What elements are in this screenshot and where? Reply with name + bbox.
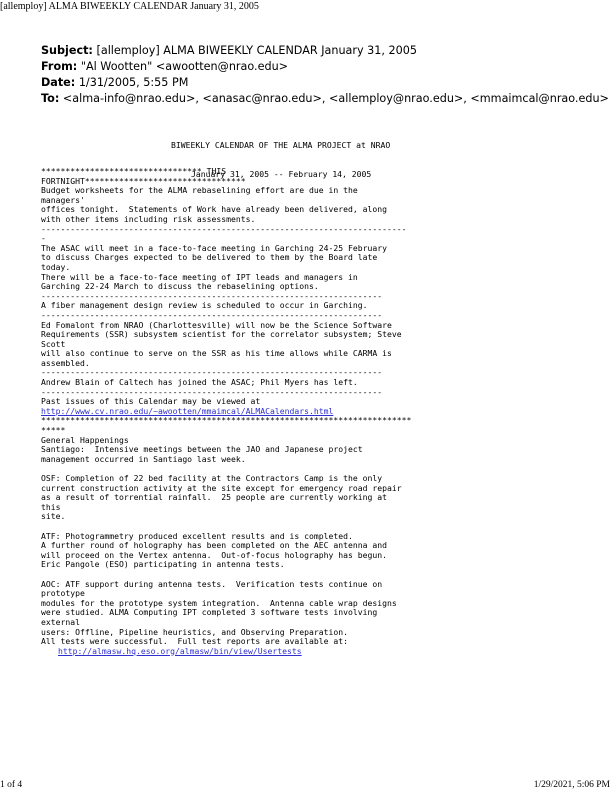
date-label: Date: (41, 76, 76, 89)
body-line: offices tonight. Statements of Work have already been delivered, along (41, 204, 387, 215)
page-number: 1 of 4 (0, 780, 23, 790)
body-line: to discuss Charges expected to be delivered to them by the Board late (41, 252, 378, 263)
body-line: Andrew Blain of Caltech has joined the ASAC; Phil Myers has left. (41, 377, 358, 388)
body-line: this (41, 501, 61, 512)
body-line: ***** (41, 425, 66, 436)
calendar-title-line: BIWEEKLY CALENDAR OF THE ALMA PROJECT at NRAO (171, 140, 391, 151)
body-line: site. (41, 511, 66, 522)
to-line (41, 91, 609, 107)
body-line: Budget worksheets for the ALMA rebaselining effort are due in the (41, 185, 358, 196)
usertests-link[interactable]: http://almasw.hq.eso.org/almasw/bin/view/Usertests (58, 645, 302, 656)
body-line: were studied. ALMA Computing IPT completed 3 software tests involving (41, 607, 378, 618)
body-line: Scott (41, 338, 66, 349)
body-line: A fiber management design review is scheduled to occur in Garching. (41, 300, 368, 311)
body-line: The ASAC will meet in a face-to-face meeting in Garching 24-25 February (41, 242, 387, 253)
calendars-link[interactable]: http://www.cv.nrao.edu/~awootten/mmaimcal/ALMACalendars.html (41, 405, 334, 416)
body-line: Past issues of this Calendar may be viewed at (41, 396, 261, 407)
body-line: Eric Pangole (ESO) participating in antenna tests. (41, 559, 285, 570)
body-line: ---------------------------------------------------------------------- (41, 386, 383, 397)
body-line: OSF: Completion of 22 bed facility at the Contractors Camp is the only (41, 473, 383, 483)
body-line: ********************************* THIS (41, 166, 227, 176)
body-line: Ed Fomalont from NRAO (Charlottesville) will now be the Science Software (41, 319, 392, 330)
body-line: ---------------------------------------------------------------------- (41, 367, 383, 378)
from-value: "Al Wootten" <awootten@nrao.edu> (80, 60, 289, 73)
from-label: From: (41, 60, 78, 73)
body-line: will proceed on the Vertex antenna. Out-of-focus holography has begun. (41, 549, 387, 560)
to-value: <alma-info@nrao.edu>, <anasac@nrao.edu>, <allemploy@nrao.edu>, <mmaimcal@nrao.edu> (62, 92, 609, 105)
body-line: modules for the prototype system integration. Antenna cable wrap designs (41, 597, 397, 608)
body-line: All tests were successful. Full test reports are available at: (41, 636, 348, 647)
body-line: Requirements (SSR) subsystem scientist for the correlator subsystem; Steve (41, 329, 402, 340)
body-line: A further round of holography has been completed on the AEC antenna and (41, 540, 387, 551)
print-timestamp: 1/29/2021, 5:06 PM (533, 780, 610, 790)
body-line: - (41, 233, 46, 244)
subject-line (41, 43, 609, 59)
body-line: AOC: ATF support during antenna tests. Verification tests continue on (41, 578, 383, 589)
link-line (41, 647, 411, 657)
from-line (41, 59, 609, 75)
subject-label: Subject: (41, 44, 93, 57)
message-body (41, 167, 411, 656)
body-line: ATF: Photogrammetry produced excellent results and is completed. (41, 530, 353, 541)
body-line: FORTNIGHT********************************* (41, 175, 246, 186)
page-title: [allemploy] ALMA BIWEEKLY CALENDAR January 31, 2005 (0, 1, 259, 12)
body-line: ---------------------------------------------------------------------- (41, 290, 383, 301)
body-line: with other items including risk assessments. (41, 213, 256, 224)
body-line: today. (41, 261, 71, 272)
body-line: Santiago: Intensive meetings between the JAO and Japanese project (41, 444, 363, 455)
body-line: Garching 22-24 March to discuss the rebaselining options. (41, 281, 319, 292)
body-line: management occurred in Santiago last week. (41, 453, 246, 464)
calendar-date-range: January 31, 2005 -- February 14, 2005 (191, 168, 372, 179)
email-headers (41, 43, 609, 107)
body-line: users: Offline, Pipeline heuristics, and Observing Preparation. (41, 626, 348, 637)
body-line: prototype (41, 588, 85, 599)
body-line: assembled. (41, 357, 90, 368)
body-line: will also continue to serve on the SSR as his time allows while CARMA is (41, 348, 392, 359)
body-line: General Happenings (41, 434, 129, 445)
body-line: external (41, 616, 80, 627)
body-line: ---------------------------------------------------------------------- (41, 309, 383, 320)
body-line: managers' (41, 194, 85, 205)
body-line: **************************************************************************** (41, 415, 412, 426)
body-line: as a result of torrential rainfall. 25 people are currently working at (41, 492, 387, 503)
body-line: There will be a face-to-face meeting of IPT leads and managers in (41, 271, 358, 282)
date-line (41, 75, 609, 91)
body-line: current construction activity at the site except for emergency road repair (41, 482, 402, 493)
to-label: To: (41, 92, 60, 105)
body-line: --------------------------------------------------------------------------- (41, 223, 407, 234)
date-value: 1/31/2005, 5:55 PM (78, 76, 189, 89)
subject-value: [allemploy] ALMA BIWEEKLY CALENDAR January 31, 2005 (96, 44, 417, 57)
